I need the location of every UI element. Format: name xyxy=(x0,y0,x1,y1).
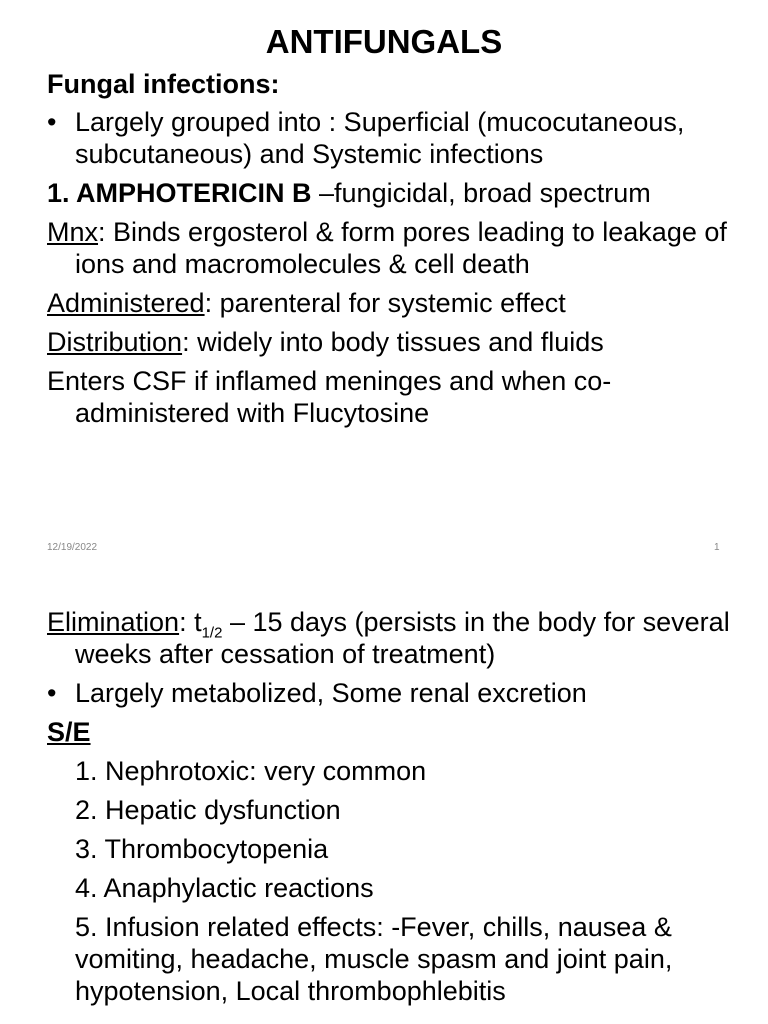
elimination-t: : t xyxy=(179,607,202,637)
administered-label: Administered xyxy=(47,288,205,318)
side-effect-item: 3. Thrombocytopenia xyxy=(75,834,329,864)
bullet-icon: • xyxy=(47,678,57,708)
footer-page-number: 1 xyxy=(714,542,720,553)
csf-line: Enters CSF if inflamed meninges and when co-administered with Flucytosine xyxy=(47,366,612,428)
administered-line xyxy=(47,287,737,319)
half-life-subscript: 1/2 xyxy=(201,624,223,642)
side-effects-heading: S/E xyxy=(47,717,91,747)
bullet-icon: • xyxy=(47,107,57,137)
distribution-text: : widely into body tissues and fluids xyxy=(182,327,604,357)
distribution-label: Distribution xyxy=(47,327,183,357)
distribution-line xyxy=(47,326,737,358)
mnx-label: Mnx xyxy=(47,217,99,247)
slide-1-body xyxy=(47,68,737,436)
fungal-infections-heading: Fungal infections: xyxy=(47,69,280,99)
slide-2-body xyxy=(47,606,737,1014)
drug-description: –fungicidal, broad spectrum xyxy=(311,178,651,208)
amphotericin-line xyxy=(47,177,737,209)
side-effect-item: 2. Hepatic dysfunction xyxy=(75,795,341,825)
elimination-label: Elimination xyxy=(47,607,180,637)
slide-title: ANTIFUNGALS xyxy=(265,23,503,60)
side-effect-item: 1. Nephrotoxic: very common xyxy=(75,756,427,786)
side-effect-item: 4. Anaphylactic reactions xyxy=(75,873,374,903)
slide-2 xyxy=(0,600,768,1024)
bullet-text: Largely grouped into : Superficial (mucocutaneous, subcutaneous) and Systemic infections xyxy=(75,107,685,169)
elimination-text: – 15 days (persists in the body for several weeks after cessation of treatment) xyxy=(75,607,730,669)
mnx-text: : Binds ergosterol & form pores leading to leakage of ions and macromolecules & cell death xyxy=(75,217,727,279)
footer-date: 12/19/2022 xyxy=(47,542,98,553)
bullet-item xyxy=(47,106,737,170)
drug-name: 1. AMPHOTERICIN B xyxy=(47,178,312,208)
side-effect-item: 5. Infusion related effects: -Fever, chills, nausea & vomiting, headache, muscle spasm and joint pain, hypotension, Local thrombophlebitis xyxy=(75,912,673,1006)
administered-text: : parenteral for systemic effect xyxy=(204,288,566,318)
bullet-item xyxy=(47,677,737,709)
bullet-text: Largely metabolized, Some renal excretion xyxy=(75,678,587,708)
mechanism-line xyxy=(47,216,737,280)
elimination-line xyxy=(47,606,737,670)
